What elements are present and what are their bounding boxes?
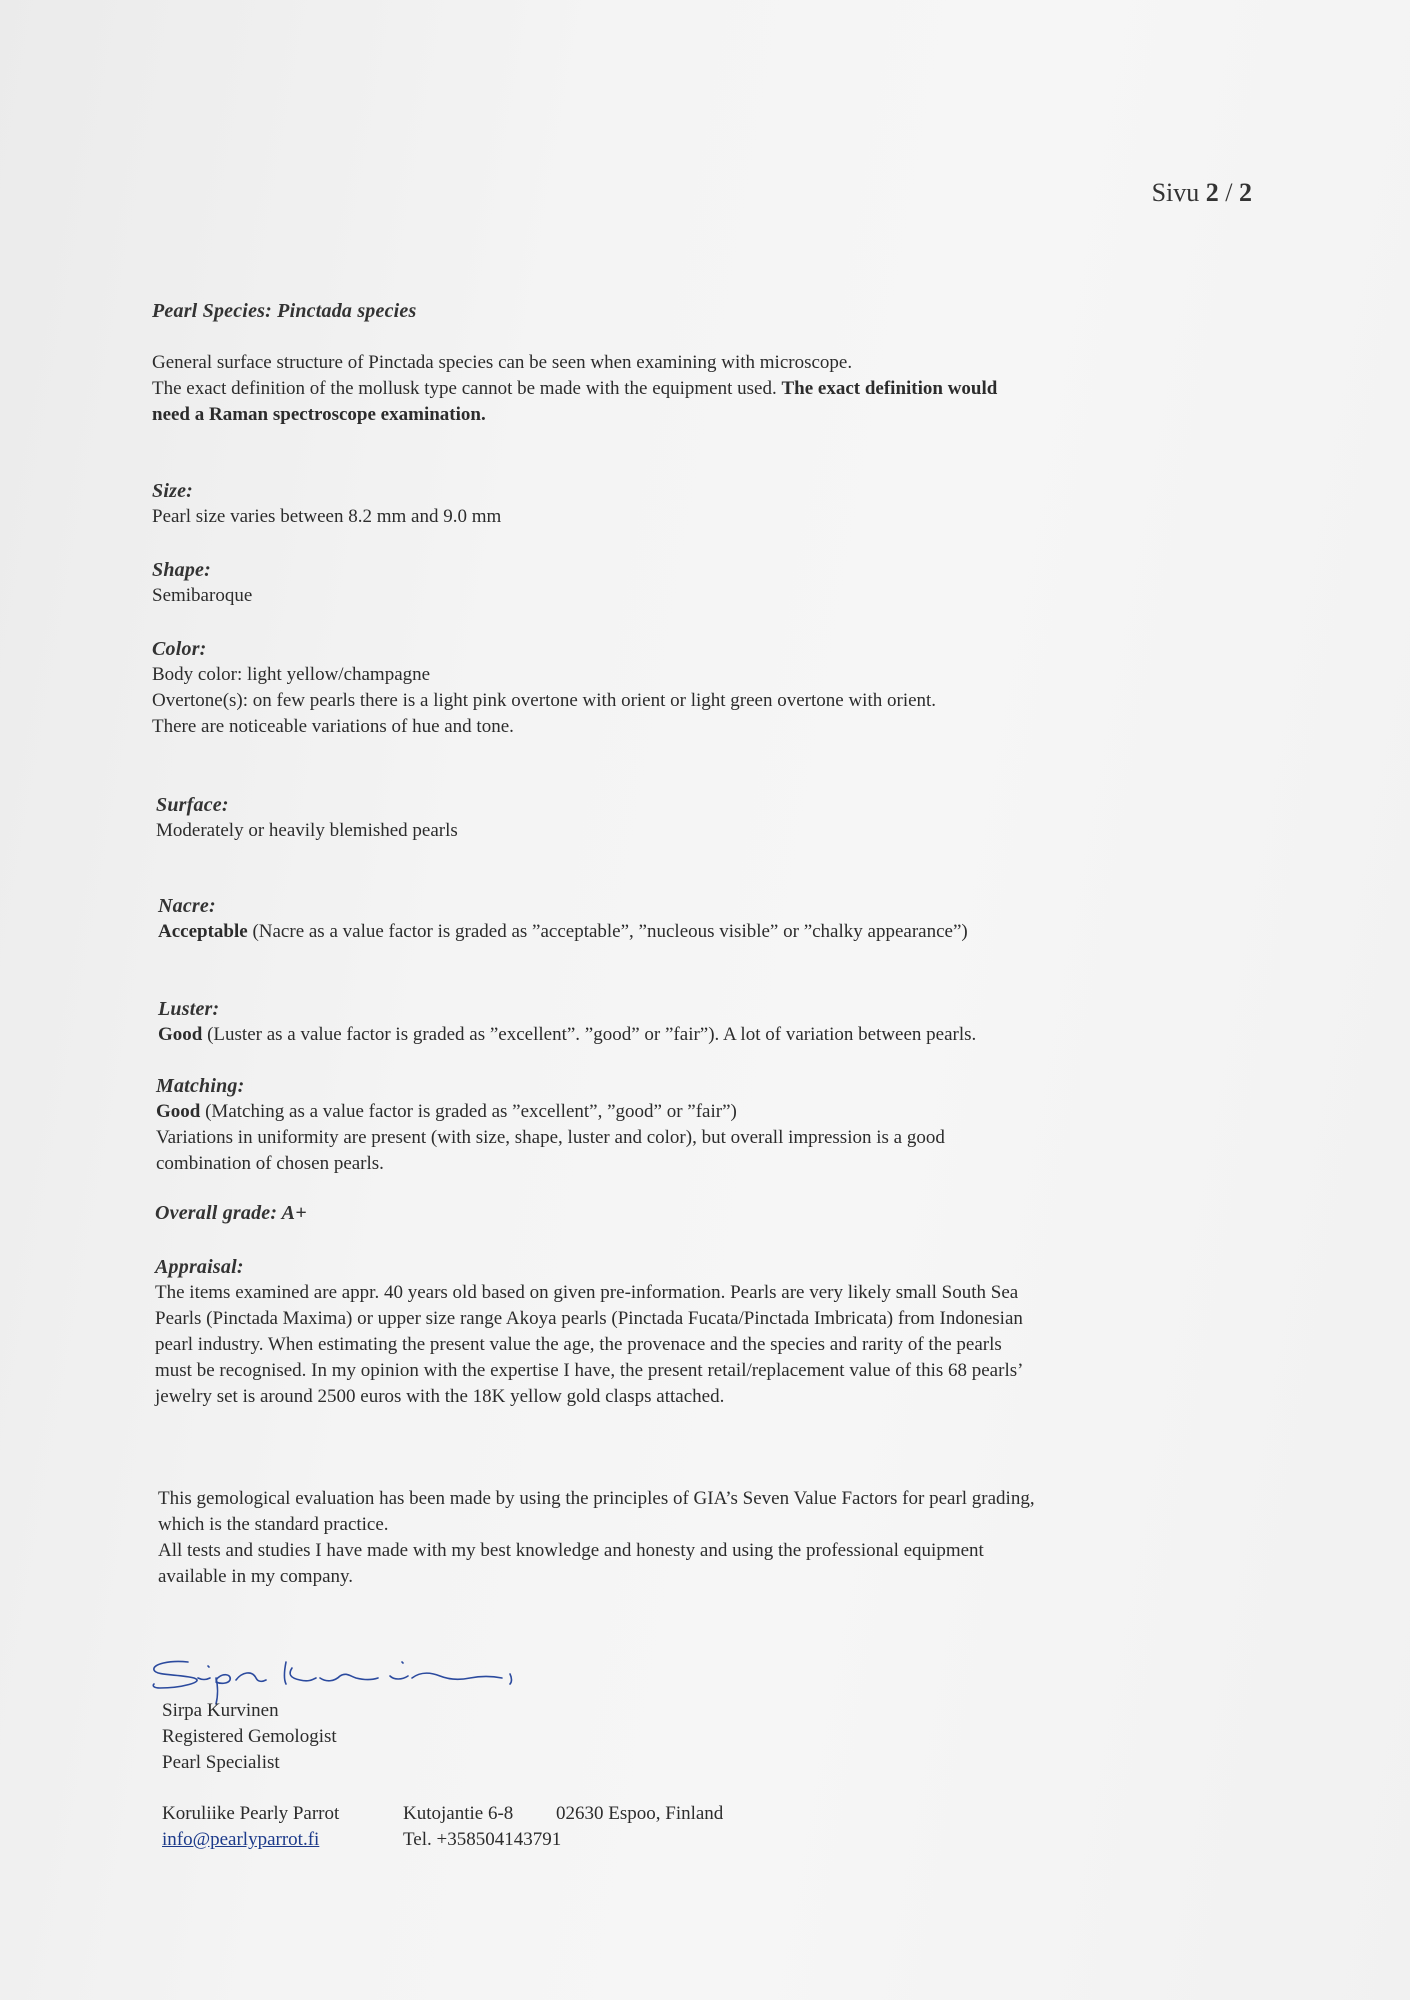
color-heading: Color:	[152, 638, 207, 660]
color-line-2: Overtone(s): on few pearls there is a light pink overtone with orient or light green overtone with orient.	[152, 690, 937, 711]
surface-section	[156, 792, 1276, 844]
species-heading: Pearl Species: Pinctada species	[152, 300, 417, 322]
species-line-3-bold: need a Raman spectroscope examination.	[152, 404, 486, 425]
matching-heading: Matching:	[156, 1075, 245, 1097]
appraisal-line-4: must be recognised. In my opinion with the expertise I have, the present retail/replacement value of this 68 pearls’	[155, 1360, 1024, 1381]
footer	[162, 1801, 723, 1853]
footer-contact-row	[162, 1827, 723, 1853]
matching-line-2: Variations in uniformity are present (with size, shape, luster and color), but overall impression is a good	[156, 1127, 945, 1148]
footer-address-row	[162, 1801, 723, 1827]
nacre-section	[158, 893, 1278, 945]
statement-line-2: which is the standard practice.	[158, 1514, 389, 1535]
signatory-title-1: Registered Gemologist	[162, 1726, 337, 1747]
size-text: Pearl size varies between 8.2 mm and 9.0 mm	[152, 506, 502, 527]
nacre-grade: Acceptable	[158, 921, 248, 942]
appraisal-section	[155, 1254, 1275, 1410]
overall-section	[155, 1200, 1275, 1226]
footer-street: Kutojantie 6-8	[403, 1803, 514, 1824]
statement-section	[158, 1486, 1278, 1590]
matching-line-3: combination of chosen pearls.	[156, 1153, 384, 1174]
color-line-1: Body color: light yellow/champagne	[152, 664, 431, 685]
appraisal-line-2: Pearls (Pinctada Maxima) or upper size range Akoya pearls (Pinctada Fucata/Pinctada Imbricata) from Indonesian	[155, 1308, 1023, 1329]
statement-line-3: All tests and studies I have made with my best knowledge and honesty and using the professional equipment	[158, 1540, 984, 1561]
luster-heading: Luster:	[158, 998, 220, 1020]
page-number-total: 2	[1239, 178, 1252, 207]
shape-text: Semibaroque	[152, 585, 253, 606]
luster-grade: Good	[158, 1024, 203, 1045]
species-line-2-bold: The exact definition would	[781, 378, 998, 399]
nacre-text: (Nacre as a value factor is graded as ”acceptable”, ”nucleous visible” or ”chalky appearance”)	[247, 921, 968, 942]
species-section	[152, 298, 1272, 324]
luster-line	[158, 1022, 1278, 1048]
species-line-1: General surface structure of Pinctada species can be seen when examining with microscope.	[152, 352, 853, 373]
appraisal-heading: Appraisal:	[155, 1256, 244, 1278]
matching-line-1	[156, 1099, 1276, 1125]
appraisal-line-3: pearl industry. When estimating the present value the age, the provenace and the species and rarity of the pearls	[155, 1334, 1002, 1355]
surface-text: Moderately or heavily blemished pearls	[156, 820, 458, 841]
matching-text: (Matching as a value factor is graded as ”excellent”, ”good” or ”fair”)	[200, 1101, 737, 1122]
page-number-prefix: Sivu	[1151, 178, 1206, 207]
footer-phone: Tel. +358504143791	[403, 1829, 562, 1850]
appraisal-line-1: The items examined are appr. 40 years old based on given pre-information. Pearls are very likely small South Sea	[155, 1282, 1019, 1303]
statement-line-4: available in my company.	[158, 1566, 354, 1587]
color-line-3: There are noticeable variations of hue and tone.	[152, 716, 514, 737]
nacre-line	[158, 919, 1278, 945]
size-heading: Size:	[152, 480, 193, 502]
signatory-title-2: Pearl Specialist	[162, 1752, 280, 1773]
matching-section	[156, 1073, 1276, 1177]
species-description	[152, 350, 1272, 428]
size-section	[152, 478, 1272, 530]
signatory	[162, 1698, 337, 1776]
matching-grade: Good	[156, 1101, 201, 1122]
nacre-heading: Nacre:	[158, 895, 216, 917]
email-link[interactable]: info@pearlyparrot.fi	[162, 1829, 320, 1850]
luster-section	[158, 996, 1278, 1048]
appraisal-line-5: jewelry set is around 2500 euros with the 18K yellow gold clasps attached.	[155, 1386, 725, 1407]
shape-heading: Shape:	[152, 559, 211, 581]
shape-section	[152, 557, 1272, 609]
surface-heading: Surface:	[156, 794, 229, 816]
statement-line-1: This gemological evaluation has been made by using the principles of GIA’s Seven Value Factors for pearl grading,	[158, 1488, 1035, 1509]
overall-grade: Overall grade: A+	[155, 1202, 307, 1224]
species-line-2-text: The exact definition of the mollusk type cannot be made with the equipment used.	[152, 378, 782, 399]
luster-text: (Luster as a value factor is graded as ”excellent”. ”good” or ”fair”). A lot of variation between pearls.	[202, 1024, 977, 1045]
page-number-current: 2	[1205, 178, 1219, 207]
page-number-separator: /	[1218, 178, 1239, 207]
color-section	[152, 636, 1272, 740]
footer-city: 02630 Espoo, Finland	[556, 1803, 724, 1824]
page-number	[1120, 178, 1252, 208]
footer-company: Koruliike Pearly Parrot	[162, 1803, 340, 1824]
signatory-name: Sirpa Kurvinen	[162, 1700, 279, 1721]
species-line-2	[152, 376, 1272, 402]
